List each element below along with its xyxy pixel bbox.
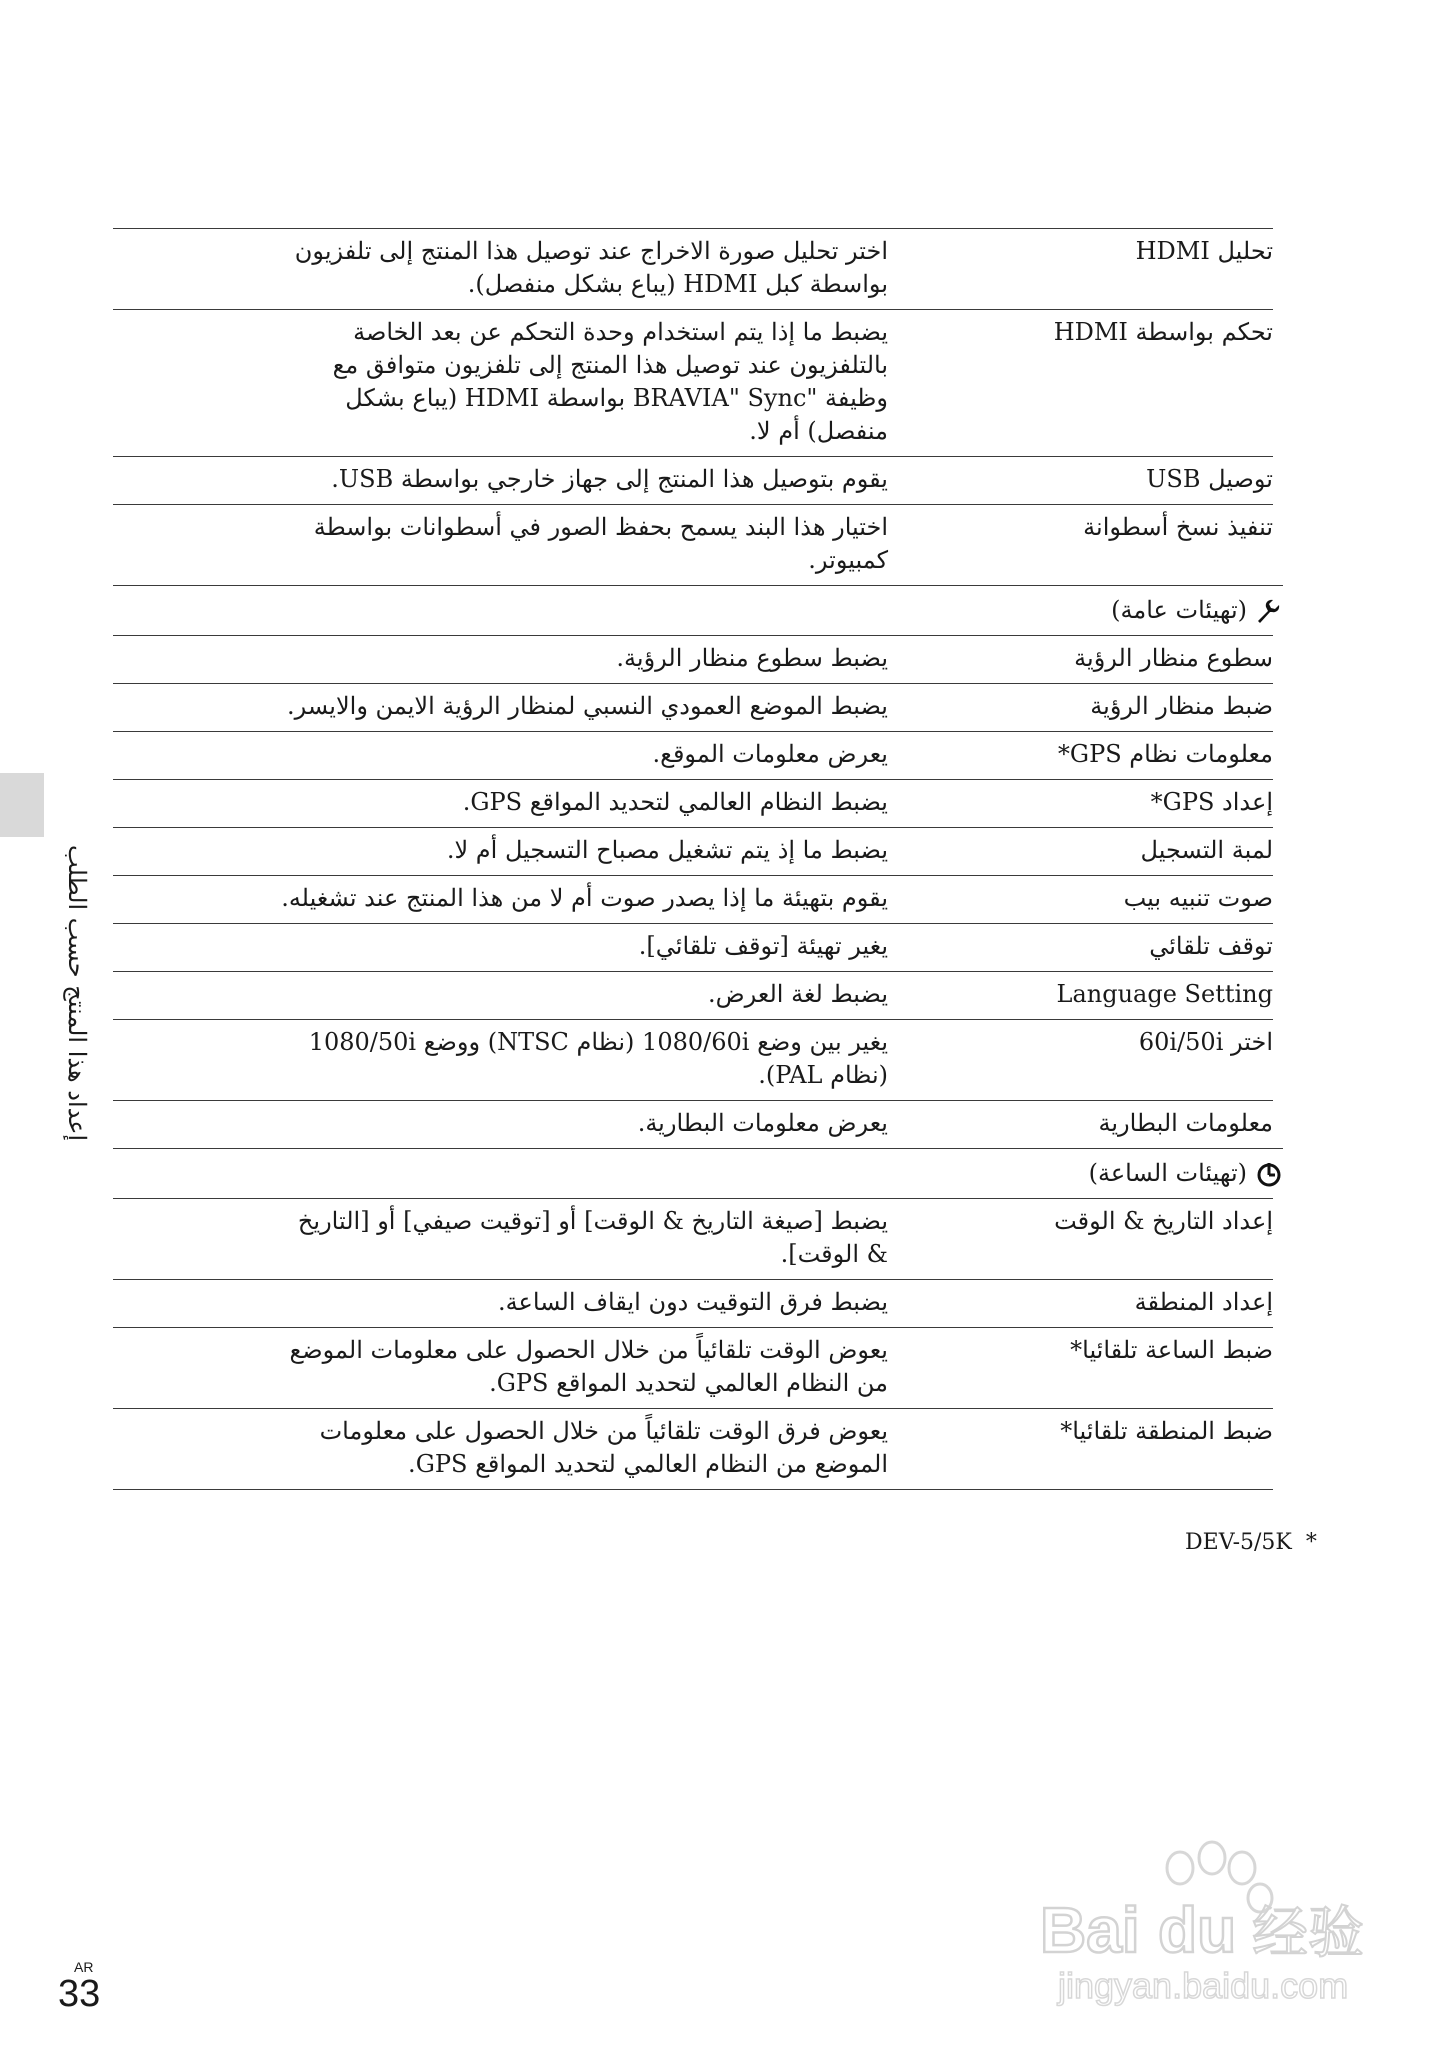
setting-name: صوت تنبيه بيب — [1123, 884, 1273, 912]
table-row — [113, 309, 1273, 456]
setting-description: يضبط الموضع العمودي النسبي لمنظار الرؤية الايمن والايسر. — [287, 692, 888, 720]
settings-table — [113, 228, 1273, 1490]
side-chapter-label: إعداد هذا المنتج حسب الطلب — [63, 845, 91, 1142]
table-row — [113, 228, 1273, 309]
side-tab-marker — [0, 773, 44, 837]
setting-description: يقوم بتهيئة ما إذا يصدر صوت أم لا من هذا المنتج عند تشغيله. — [281, 884, 888, 912]
setting-name: تنفيذ نسخ أسطوانة — [1083, 513, 1273, 541]
settings-group-clock — [113, 1198, 1273, 1490]
settings-group-connection — [113, 228, 1273, 585]
setting-name: Language Setting — [1056, 980, 1273, 1008]
setting-name: اختر 60i/50i — [1138, 1028, 1273, 1056]
setting-description: يغير تهيئة [توقف تلقائي]. — [638, 932, 888, 960]
watermark-brand-c: 经验 — [1252, 1901, 1364, 1966]
table-row — [113, 827, 1273, 875]
table-row — [113, 635, 1273, 683]
section-clock-settings — [113, 1148, 1283, 1198]
setting-name: تحكم بواسطة HDMI — [1053, 318, 1273, 346]
setting-description: يقوم بتوصيل هذا المنتج إلى جهاز خارجي بواسطة USB. — [331, 465, 888, 493]
setting-name: توصيل USB — [1146, 465, 1273, 493]
table-row — [113, 875, 1273, 923]
baidu-watermark — [1030, 1840, 1410, 2010]
setting-description: اختيار هذا البند يسمح بحفظ الصور في أسطوانات بواسطة كمبيوتر. — [313, 513, 888, 574]
watermark-brand-a: Bai — [1040, 1894, 1140, 1966]
clock-power-icon — [1255, 1160, 1283, 1188]
setting-name: إعداد التاريخ & الوقت — [1054, 1207, 1273, 1235]
wrench-icon — [1255, 597, 1283, 625]
setting-description: يغير بين وضع 1080/60i (نظام NTSC) ووضع 1080/50i (نظام PAL). — [308, 1028, 888, 1089]
setting-description: يضبط النظام العالمي لتحديد المواقع GPS. — [462, 788, 888, 816]
table-row — [113, 1100, 1273, 1148]
setting-name: إعداد GPS* — [1150, 788, 1273, 816]
setting-name: معلومات نظام GPS* — [1057, 740, 1273, 768]
setting-name: سطوع منظار الرؤية — [1074, 644, 1273, 672]
table-row — [113, 1279, 1273, 1327]
table-row — [113, 683, 1273, 731]
watermark-url: jingyan.baidu.com — [1058, 1965, 1349, 2006]
section-general-label: (تهيئات عامة) — [1111, 596, 1247, 624]
setting-name: ضبط منظار الرؤية — [1090, 692, 1273, 720]
setting-description: يضبط فرق التوقيت دون ايقاف الساعة. — [498, 1288, 888, 1316]
settings-group-general — [113, 635, 1273, 1148]
setting-name: توقف تلقائي — [1149, 932, 1273, 960]
footnote: DEV-5/5K * — [1185, 1530, 1317, 1555]
page-language-code: AR — [74, 1959, 94, 1975]
setting-name: تحليل HDMI — [1135, 237, 1273, 265]
table-row — [113, 923, 1273, 971]
setting-name: ضبط الساعة تلقائيا* — [1070, 1336, 1273, 1364]
setting-description: يضبط ما إذا يتم استخدام وحدة التحكم عن بعد الخاصة بالتلفزيون عند توصيل هذا المنتج إلى تلفزيون متوافق مع وظيفة "BRAVIA" Sync بواسطة HDMI (يباع بشكل منفصل) أم لا. — [332, 318, 888, 445]
setting-description: يعوض فرق الوقت تلقائياً من خلال الحصول على معلومات الموضع من النظام العالمي لتحديد المواقع GPS. — [319, 1417, 888, 1478]
section-general-settings — [113, 585, 1283, 635]
watermark-brand-b: du — [1158, 1894, 1237, 1966]
table-row — [113, 1327, 1273, 1408]
table-row — [113, 1019, 1273, 1100]
table-row — [113, 1198, 1273, 1279]
setting-description: يعوض الوقت تلقائياً من خلال الحصول على معلومات الموضع من النظام العالمي لتحديد المواقع GPS. — [289, 1336, 888, 1397]
setting-description: يعرض معلومات البطارية. — [637, 1109, 888, 1137]
setting-description: يضبط سطوع منظار الرؤية. — [616, 644, 888, 672]
setting-name: إعداد المنطقة — [1134, 1288, 1273, 1316]
setting-description: يضبط لغة العرض. — [708, 980, 888, 1008]
table-row — [113, 971, 1273, 1019]
setting-description: يضبط ما إذ يتم تشغيل مصباح التسجيل أم لا. — [446, 836, 888, 864]
setting-description: يضبط [صيغة التاريخ & الوقت] أو [توقيت صيفي] أو [التاريخ & الوقت]. — [297, 1207, 888, 1268]
table-row — [113, 1408, 1273, 1490]
setting-name: لمبة التسجيل — [1140, 836, 1273, 864]
setting-description: يعرض معلومات الموقع. — [652, 740, 888, 768]
page-number-value: 33 — [58, 1973, 101, 2015]
setting-name: معلومات البطارية — [1098, 1109, 1273, 1137]
section-clock-label: (تهيئات الساعة) — [1088, 1159, 1247, 1187]
page-number — [58, 1960, 100, 2014]
table-row — [113, 456, 1273, 504]
table-row — [113, 779, 1273, 827]
table-row — [113, 504, 1273, 585]
setting-description: اختر تحليل صورة الاخراج عند توصيل هذا المنتج إلى تلفزيون بواسطة كبل HDMI (يباع بشكل منفصل). — [294, 237, 888, 298]
setting-name: ضبط المنطقة تلقائيا* — [1060, 1417, 1273, 1445]
table-row — [113, 731, 1273, 779]
